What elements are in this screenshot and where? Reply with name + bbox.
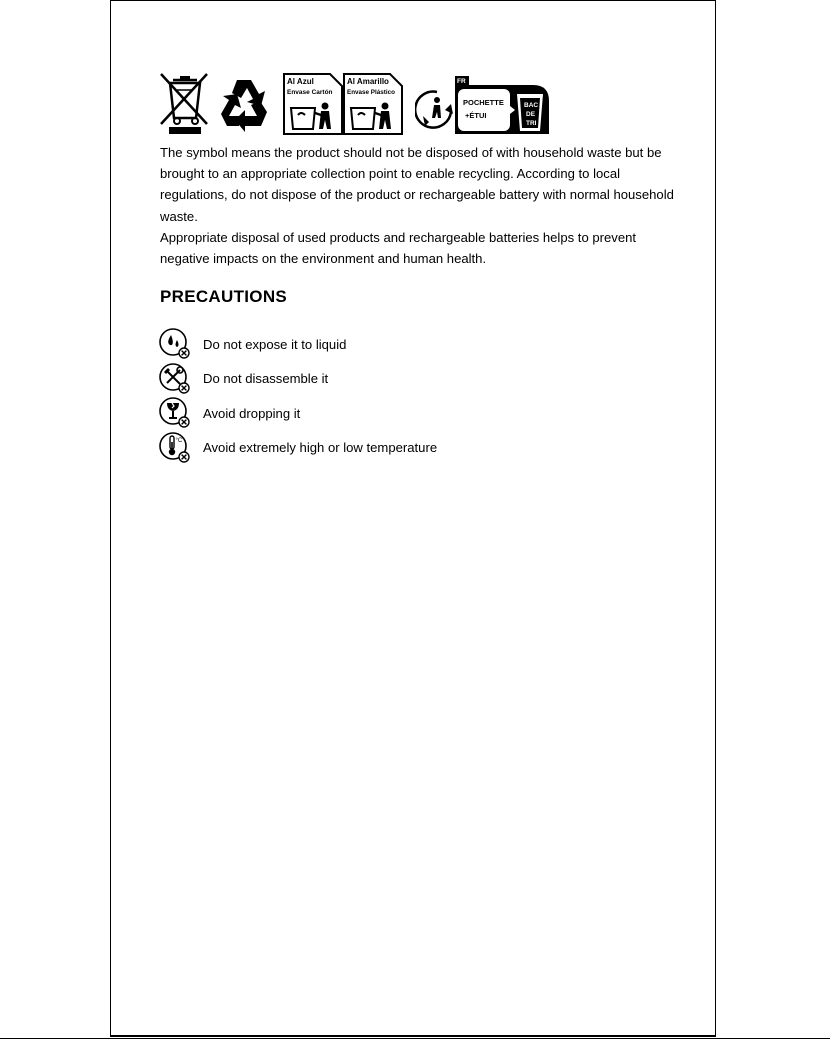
precaution-label-liquid: Do not expose it to liquid (203, 336, 347, 352)
precaution-label-temperature: Avoid extremely high or low temperature (203, 440, 438, 456)
manual-page (110, 0, 716, 1037)
info-tri-country: FR (457, 78, 466, 85)
yellow-line2: Envase Plástico (347, 89, 395, 96)
svg-text:°C: °C (175, 437, 183, 444)
blue-line1: Al Azul (287, 77, 314, 86)
disposal-symbols-row (159, 72, 559, 136)
precautions-list (159, 327, 579, 465)
triman-icon (415, 88, 455, 132)
yellow-line1: Al Amarillo (347, 77, 389, 86)
precautions-title: PRECAUTIONS (160, 287, 288, 306)
disposal-paragraph-2: Appropriate disposal of used products and rechargeable batteries helps to prevent negative impacts on the environment and human health. (160, 229, 637, 267)
spain-blue-container-icon (283, 73, 343, 135)
bottom-rule (0, 1038, 830, 1039)
tools-icon (159, 363, 191, 395)
precaution-item-disassemble (159, 362, 579, 397)
info-tri-line1: POCHETTE (463, 98, 504, 107)
disposal-text (160, 142, 680, 269)
recycling-arrows-icon (217, 74, 271, 134)
info-tri-bin2: DE (526, 111, 536, 118)
liquid-drop-icon (159, 328, 191, 360)
info-tri-bin3: TRI (526, 120, 537, 127)
crossed-out-wheelie-bin-icon (159, 72, 209, 136)
precaution-item-liquid (159, 327, 579, 362)
spain-yellow-container-icon (343, 73, 403, 135)
blue-line2: Envase Cartón (287, 89, 333, 96)
info-tri-bin1: BAC (524, 102, 539, 109)
info-tri-icon (455, 76, 551, 134)
precaution-item-dropping (159, 396, 579, 431)
precaution-item-temperature (159, 431, 579, 466)
precaution-label-dropping: Avoid dropping it (203, 405, 301, 421)
disposal-paragraph-1: The symbol means the product should not be disposed of with household waste but be brought to an appropriate collection point to enable recycling. According to local regulations, do not dispose of the product or rechargeable battery with normal household waste. (160, 145, 674, 224)
precaution-label-disassemble: Do not disassemble it (203, 371, 329, 387)
broken-glass-icon (159, 397, 191, 429)
info-tri-line2: +ÉTUI (465, 111, 487, 120)
thermometer-icon (159, 432, 191, 464)
